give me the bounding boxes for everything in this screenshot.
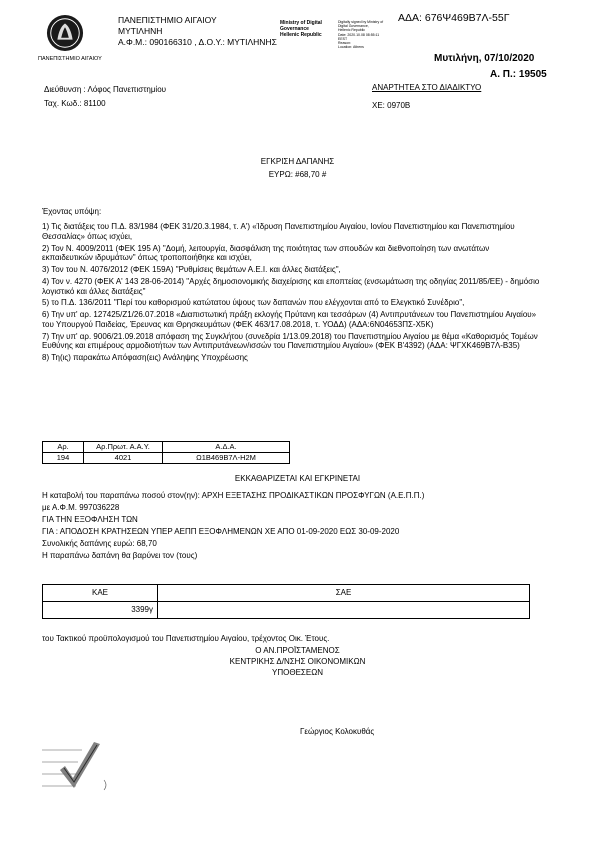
list-item: 1) Τις διατάξεις του Π.Δ. 83/1984 (ΦΕΚ 31/20.3.1984, τ. Α') «Ίδρυση Πανεπιστημίου Αιγαίου, Ιονίου Πανεπιστημίου και Πανεπιστημίου Θεσσαλίας» όπως ισχύει,	[42, 222, 515, 241]
post-online-note: ΑΝΑΡΤΗΤΕΑ ΣΤΟ ΔΙΑΔΙΚΤΥΟ	[372, 83, 482, 92]
digital-signature-label: Ministry of Digital Governance Hellenic Republic	[280, 20, 322, 38]
signature-title-2: ΚΕΝΤΡΙΚΗΣ Δ/ΝΣΗΣ ΟΙΚΟΝΟΜΙΚΩΝ	[229, 657, 366, 666]
ada-code: ΑΔΑ: 676Ψ469Β7Λ-55Γ	[398, 12, 510, 24]
list-item: 2) Τον Ν. 4009/2011 (ΦΕΚ 195 Α) "Δομή, λειτουργία, διασφάλιση της ποιότητας των σπουδών και διεθνοποίηση των ανωτάτων εκπαιδευτικών ιδρυμάτων" όπως τροποποιήθηκε και ισχύει,	[42, 243, 490, 263]
university-name: ΠΑΝΕΠΙΣΤΗΜΙΟ ΑΙΓΑΙΟΥ	[118, 15, 217, 25]
table-row	[43, 602, 530, 619]
signature-title-1: Ο ΑΝ.ΠΡΟΪΣΤΑΜΕΝΟΣ	[255, 646, 340, 655]
table-header: ΚΑΕ	[43, 585, 158, 602]
considerations-list	[42, 222, 542, 365]
table-header-row	[43, 442, 290, 453]
xe-code: ΧΕ: 0970Β	[372, 101, 411, 110]
table-header: Αρ.	[43, 442, 84, 453]
document-amount: ΕΥΡΩ: #68,70 #	[268, 170, 327, 179]
commitment-table	[42, 441, 290, 464]
table-cell: 194	[43, 453, 84, 464]
payment-block	[42, 490, 542, 562]
payment-afm: με Α.Φ.Μ. 997036228	[42, 503, 120, 512]
table-cell: 4021	[84, 453, 163, 464]
intro-text: Έχοντας υπόψη:	[42, 207, 102, 216]
table-header: Α.Δ.Α.	[163, 442, 290, 453]
payment-total: Συνολικής δαπάνης ευρώ: 68,70	[42, 539, 157, 548]
table-cell: Ω1Β469Β7Λ-Η2Μ	[163, 453, 290, 464]
logo-caption: ΠΑΝΕΠΙΣΤΗΜΙΟ ΑΙΓΑΙΟΥ	[38, 56, 102, 62]
payment-reason: ΓΙΑ ΤΗΝ ΕΞΟΦΛΗΣΗ ΤΩΝ	[42, 515, 138, 524]
address-block	[44, 83, 166, 111]
signature-block	[0, 645, 595, 678]
list-item: 5) το Π.Δ. 136/2011 "Περί του καθορισμού κατώτατου ύψους των δαπανών που ελέγχονται από το Ελεγκτικό Συνέδριο",	[42, 298, 465, 308]
place-date: Μυτιλήνη, 07/10/2020	[434, 53, 535, 64]
budget-line: του Τακτικού προϋπολογισμού του Πανεπιστημίου Αιγαίου, τρέχοντος Οικ. Έτους.	[42, 634, 330, 643]
signature-check-icon	[40, 740, 120, 800]
list-item: 7) Την υπ' αρ. 9006/21.09.2018 απόφαση της Συγκλήτου (συνεδρία 1/13.09.2018) του Πανεπιστημίου Αιγαίου με θέμα «Καθορισμός Τομέων Ευθύνης και επιμέρους αρμοδιοτήτων των Αντιπρυτάνεων/ισσών του Πανεπιστημίου Αιγαίου» (ΦΕΚ Β'4392) (ΑΔΑ: ΨΓΧΚ469Β7Λ-Β35)	[42, 331, 538, 351]
payment-recipient: Η καταβολή του παραπάνω ποσού στον(ην): ΑΡΧΗ ΕΞΕΤΑΣΗΣ ΠΡΟΔΙΚΑΣΤΙΚΩΝ ΠΡΟΣΦΥΓΩΝ (Α.Ε.Π.Π.)	[42, 491, 425, 500]
list-item: 6) Την υπ' αρ. 127425/Ζ1/26.07.2018 «Διαπιστωτική πράξη εκλογής Πρύτανη και τεσσάρων (4) Αντιπρυτάνεων του Πανεπιστημίου Αιγαίου» του Υπουργού Παιδείας, Έρευνας και Θρησκευμάτων (ΦΕΚ 463/17.08.2018, τ. ΥΟΔΔ) (ΑΔΑ:6Ν04653ΠΣ-Χ5Κ)	[42, 310, 537, 329]
protocol-number: Α. Π.: 19505	[490, 69, 547, 80]
list-item: 8) Τη(ις) παρακάτω Απόφαση(εις) Ανάληψης Υποχρέωσης	[42, 353, 248, 362]
university-tax-line: Α.Φ.Μ.: 090166310 , Δ.Ο.Υ.: ΜΥΤΙΛΗΝΗΣ	[118, 37, 277, 47]
university-logo	[46, 14, 84, 52]
table-header: ΣΑΕ	[158, 585, 530, 602]
list-item: 3) Τον του Ν. 4076/2012 (ΦΕΚ 159Α) "Ρυθμίσεις θεμάτων Α.Ε.Ι. και άλλες διατάξεις",	[42, 265, 341, 274]
table-cell: 3399γ	[43, 602, 158, 619]
university-city: ΜΥΤΙΛΗΝΗ	[118, 26, 163, 36]
signature-title-3: ΥΠΟΘΕΣΕΩΝ	[272, 668, 323, 677]
table-row	[43, 453, 290, 464]
address-line: Διεύθυνση : Λόφος Πανεπιστημίου	[44, 85, 167, 94]
table-header-row	[43, 585, 530, 602]
kae-table	[42, 584, 530, 619]
document-title: ΕΓΚΡΙΣΗ ΔΑΠΑΝΗΣ	[260, 157, 335, 166]
university-header	[118, 15, 277, 48]
list-item: 4) Τον ν. 4270 (ΦΕΚ Α' 143 28-06-2014) "Αρχές δημοσιονομικής διαχείρισης και εποπτείας (ενσωμάτωση της οδηγίας 2011/85/ΕΕ) - δημόσιο λογιστικό και άλλες διατάξεις"	[42, 276, 540, 296]
payment-charged: Η παραπάνω δαπάνη θα βαρύνει τον (τους)	[42, 551, 198, 560]
approval-heading: ΕΚΚΑΘΑΡΙΖΕΤΑΙ ΚΑΙ ΕΓΚΡΙΝΕΤΑΙ	[234, 474, 361, 483]
table-header: Αρ.Πρωτ. Α.Α.Υ.	[84, 442, 163, 453]
signer-name: Γεώργιος Κολοκυθάς	[300, 727, 375, 736]
payment-purpose: ΓΙΑ : ΑΠΟΔΟΣΗ ΚΡΑΤΗΣΕΩΝ ΥΠΕΡ ΑΕΠΠ ΕΞΟΦΛΗΜΕΝΩΝ ΧΕ ΑΠΟ 01-09-2020 ΕΩΣ 30-09-2020	[42, 527, 400, 536]
postal-code: Ταχ. Κωδ.: 81100	[44, 99, 106, 108]
table-cell	[158, 602, 530, 619]
digital-signature-details: Digitally signed by Ministry of Digital Governance, Hellenic Republic Date: 2020.10.08 08:55:11 EEST Reason: Location: Athens	[338, 20, 384, 50]
